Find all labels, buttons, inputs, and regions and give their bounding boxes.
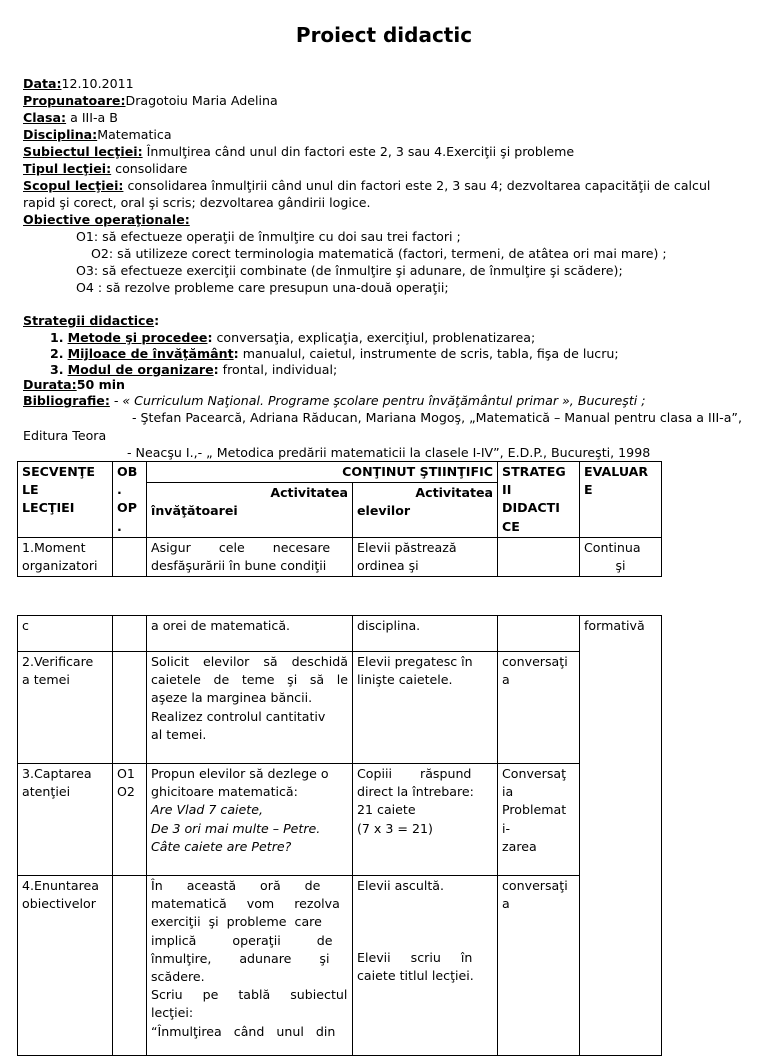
cell-sequence: 1.Moment organizatori xyxy=(18,537,113,576)
objective-item: O4 : să rezolve probleme care presupun una-două operaţii; xyxy=(76,280,449,295)
cell-objectives xyxy=(113,537,147,576)
duration: Durata:50 min xyxy=(23,377,126,392)
cell-strategy: Conversaţ ia Problemat i- zarea xyxy=(498,764,580,876)
table-row xyxy=(18,876,662,1056)
cell-strategy xyxy=(498,537,580,576)
cell-objectives xyxy=(113,616,147,652)
cell-objectives xyxy=(113,652,147,764)
strategy-item: 1. Metode şi procedee: conversaţia, explicaţia, exerciţiul, problenatizarea; xyxy=(50,330,536,345)
objectives-heading: Obiective operaţionale: xyxy=(23,212,190,227)
header-strategies: STRATEG II DIDACTI CE xyxy=(498,462,580,538)
meta-type: Tipul lecţiei: consolidare xyxy=(23,161,188,176)
cell-students: Elevii ascultă. Elevii scriu în caiete titlul lecţiei. xyxy=(353,876,498,1056)
cell-sequence: 2.Verificare a temei xyxy=(18,652,113,764)
meta-teacher: Propunatoare:Dragotoiu Maria Adelina xyxy=(23,93,278,108)
cell-teacher: În această oră de matematică vom rezolva exerciţii şi probleme care implică operaţii de înmulţire, adunare şi scădere. Scriu pe tablă subiectul lecţiei: “Înmulţirea când unul din xyxy=(147,876,353,1056)
cell-evaluation: formativă xyxy=(580,616,662,1056)
objective-item: O2: să utilizeze corect terminologia matematică (factori, termeni, de atâtea ori mai mare) ; xyxy=(91,246,667,261)
header-sequences: SECVENŢE LE LECŢIEI xyxy=(18,462,113,538)
cell-teacher: Solicit elevilor să deschidă caietele de teme şi să le aşeze la marginea băncii. Realizez controlul cantitativ al temei. xyxy=(147,652,353,764)
meta-discipline: Disciplina:Matematica xyxy=(23,127,172,142)
cell-sequence: 4.Enuntarea obiectivelor xyxy=(18,876,113,1056)
cell-objectives xyxy=(113,876,147,1056)
cell-sequence: c xyxy=(18,616,113,652)
cell-students: Copiii răspund direct la întrebare: 21 caiete (7 x 3 = 21) xyxy=(353,764,498,876)
meta-subject: Subiectul lecţiei: Înmulţirea când unul din factori este 2, 3 sau 4.Exerciţii şi probleme xyxy=(23,144,575,159)
cell-students: Elevii păstrează ordinea şi xyxy=(353,537,498,576)
cell-teacher: Propun elevilor să dezlege o ghicitoare matematică: Are Vlad 7 caiete, De 3 ori mai multe – Petre. Câte caiete are Petre? xyxy=(147,764,353,876)
table-row xyxy=(18,652,662,764)
cell-strategy: conversaţi a xyxy=(498,652,580,764)
header-student-activity: Activitatea elevilor xyxy=(353,483,498,538)
bibliography-line: Editura Teora xyxy=(23,428,107,443)
meta-purpose: Scopul lecţiei: consolidarea înmulţirii când unul din factori este 2, 3 sau 4; dezvoltarea capacităţii de calcul xyxy=(23,178,711,193)
strategies-heading: Strategii didactice: xyxy=(23,313,160,328)
bibliography-line: Bibliografie: - « Curriculum Naţional. Programe şcolare pentru învăţământul primar », Bucureşti ; xyxy=(23,393,646,408)
table-row xyxy=(18,616,662,652)
objective-item: O3: să efectueze exerciţii combinate (de înmulţire şi adunare, de înmulţire şi scădere); xyxy=(76,263,623,278)
cell-teacher: a orei de matematică. xyxy=(147,616,353,652)
bibliography-line: - Neacşu I.,- „ Metodica predării matematicii la clasele I-IV”, E.D.P., Bucureşti, 1998 xyxy=(127,445,651,460)
meta-purpose-cont: rapid şi corect, oral şi scris; dezvoltarea gândirii logice. xyxy=(23,195,371,210)
cell-strategy xyxy=(498,616,580,652)
cell-evaluation: Continua şi xyxy=(580,537,662,576)
header-teacher-activity: Activitatea învăţătoarei xyxy=(147,483,353,538)
header-objectives: OB . OP . xyxy=(113,462,147,538)
cell-students: disciplina. xyxy=(353,616,498,652)
meta-class: Clasa: a III-a B xyxy=(23,110,118,125)
cell-sequence: 3.Captarea atenţiei xyxy=(18,764,113,876)
table-row xyxy=(18,537,662,576)
cell-objectives: O1 O2 xyxy=(113,764,147,876)
header-evaluation: EVALUAR E xyxy=(580,462,662,538)
lesson-table-page1 xyxy=(17,461,662,577)
bibliography-line: - Ştefan Pacearcă, Adriana Răducan, Mariana Mogoş, „Matematică – Manual pentru clasa a III-a”, xyxy=(132,410,742,425)
cell-strategy: conversaţi a xyxy=(498,876,580,1056)
cell-students: Elevii pregatesc în linişte caietele. xyxy=(353,652,498,764)
cell-teacher: Asigur cele necesare desfăşurării în bune condiţii xyxy=(147,537,353,576)
table-row xyxy=(18,764,662,876)
header-content: CONŢINUT ŞTIINŢIFIC xyxy=(147,462,498,483)
lesson-table-page2 xyxy=(17,615,662,1056)
objective-item: O1: să efectueze operaţii de înmulţire cu doi sau trei factori ; xyxy=(76,229,461,244)
strategy-item: 2. Mijloace de învăţământ: manualul, caietul, instrumente de scris, tabla, fişa de lucru; xyxy=(50,346,619,361)
meta-date: Data:12.10.2011 xyxy=(23,76,134,91)
strategy-item: 3. Modul de organizare: frontal, individual; xyxy=(50,362,338,377)
page-title: Proiect didactic xyxy=(295,23,473,47)
